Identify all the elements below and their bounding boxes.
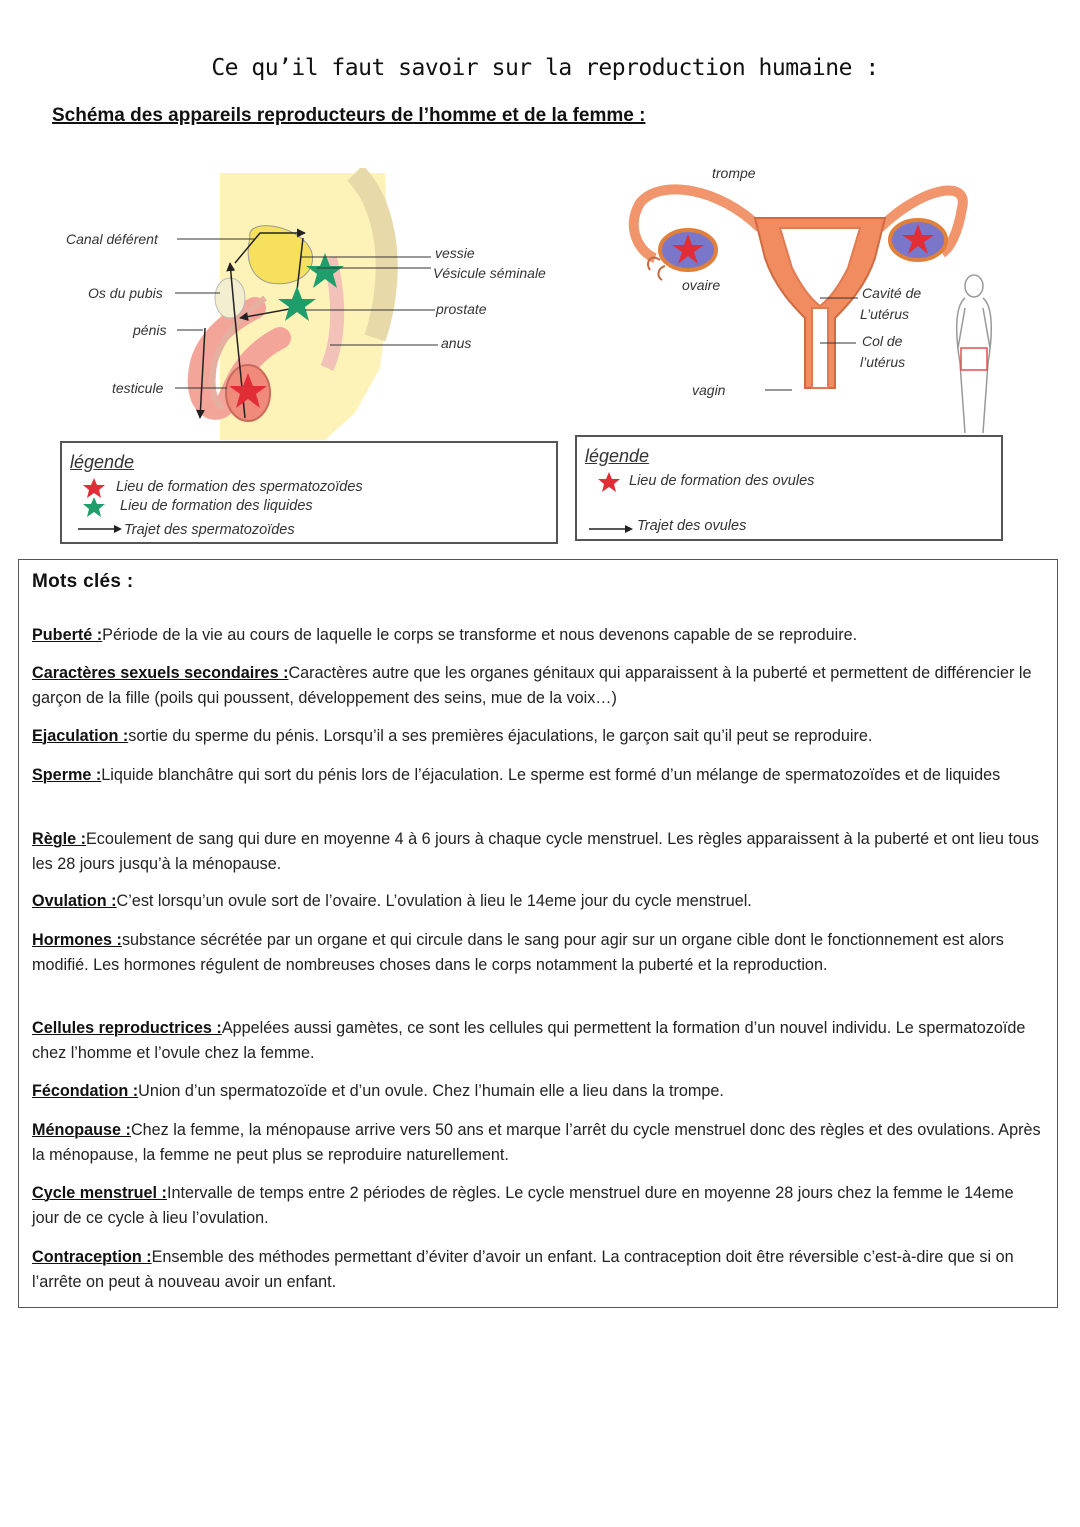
- legend-item-trajet-spermatozoides: Trajet des spermatozoïdes: [124, 522, 295, 538]
- male-reproductive-diagram: [55, 168, 565, 443]
- keyword-term: Ménopause :: [32, 1121, 131, 1139]
- keyword-term: Puberté :: [32, 626, 103, 644]
- label-trompe: trompe: [712, 165, 756, 181]
- female-silhouette: [957, 275, 992, 433]
- pubic-bone: [215, 278, 245, 318]
- keyword-definition: C’est lorsqu’un ovule sort de l’ovaire. L’ovulation à lieu le 14eme jour du cycle menstruel.: [116, 892, 752, 910]
- keyword-definition: Union d’un spermatozoïde et d’un ovule. Chez l’humain elle a lieu dans la trompe.: [138, 1082, 724, 1100]
- arrow-icon: [78, 524, 122, 534]
- keyword-definition: Caractères autre que les organes génitaux qui apparaissent à la puberté et permettent de différencier le garçon de la fille (poils qui poussent, développement des seins, mue de la voix…): [32, 664, 1032, 707]
- female-reproductive-diagram: [620, 158, 1020, 443]
- keyword-term: Caractères sexuels secondaires :: [32, 664, 289, 682]
- keyword-definition: Chez la femme, la ménopause arrive vers 50 ans et marque l’arrêt du cycle menstruel donc des règles et des ovulations. Après la ménopause, la femme ne peut plus se reproduire naturellement.: [32, 1121, 1041, 1164]
- keyword-definition: Période de la vie au cours de laquelle le corps se transforme et nous devenons capable de se reproduire.: [102, 626, 858, 644]
- keyword-entry-cellules: [32, 1016, 1044, 1065]
- legend-item-ovules: Lieu de formation des ovules: [629, 473, 815, 489]
- keyword-term: Règle :: [32, 830, 86, 848]
- keyword-entry-contraception: [32, 1245, 1044, 1294]
- label-col-uterus: l’utérus: [860, 354, 906, 370]
- keyword-term: Fécondation :: [32, 1082, 139, 1100]
- male-legend: [60, 441, 558, 544]
- keyword-definition: Ensemble des méthodes permettant d’éviter d’avoir un enfant. La contraception doit être réversible c’est-à-dire que si on l’arrête on peut à nouveau avoir un enfant.: [32, 1248, 1014, 1291]
- female-legend: [575, 435, 1003, 541]
- keyword-definition: sortie du sperme du pénis. Lorsqu’il a ses premières éjaculations, le garçon sait qu’il peut se reproduire.: [128, 727, 873, 745]
- keyword-definition: Intervalle de temps entre 2 périodes de règles. Le cycle menstruel dure en moyenne 28 jours chez la femme le 14eme jour de ce cycle à lieu l’ovulation.: [32, 1184, 1014, 1227]
- legend-title: légende: [70, 452, 135, 472]
- keyword-entry-ejaculation: [32, 724, 1044, 749]
- label-ovaire: ovaire: [682, 277, 721, 293]
- keyword-definition: Ecoulement de sang qui dure en moyenne 4 à 6 jours à chaque cycle menstruel. Les règles apparaissent à la puberté et ont lieu tous les 28 jours jusqu’à la ménopause.: [32, 830, 1039, 873]
- keywords-box: [18, 559, 1058, 1308]
- label-col-de: Col de: [862, 333, 903, 349]
- label-testicule: testicule: [112, 380, 164, 396]
- keyword-term: Cycle menstruel :: [32, 1184, 167, 1202]
- keyword-definition: substance sécrétée par un organe et qui circule dans le sang pour agir sur un organe cible dont le fonctionnement est alors modifié. Les hormones régulent de nombreuses choses dans le corps notamment la puberté et la reproduction.: [32, 931, 1004, 974]
- keyword-term: Ejaculation :: [32, 727, 129, 745]
- keyword-entry-regle: [32, 827, 1044, 876]
- label-canal-deferent: Canal déférent: [66, 231, 158, 247]
- page-title: Ce qu’il faut savoir sur la reproduction humaine :: [211, 55, 879, 81]
- red-star-icon: [597, 471, 621, 493]
- keywords-heading: Mots clés :: [32, 571, 134, 592]
- label-prostate: prostate: [436, 301, 487, 317]
- arrow-icon: [589, 524, 633, 534]
- keyword-definition: Appelées aussi gamètes, ce sont les cellules qui permettent la formation d’un nouvel individu. Le spermatozoïde chez l’homme et l’ovule chez la femme.: [32, 1019, 1026, 1062]
- keyword-term: Sperme :: [32, 766, 102, 784]
- label-anus: anus: [441, 335, 472, 351]
- keyword-term: Hormones :: [32, 931, 122, 949]
- keyword-entry-caracteres: [32, 661, 1044, 710]
- label-penis: pénis: [133, 322, 167, 338]
- keyword-entry-menopause: [32, 1118, 1044, 1167]
- green-star-icon: [82, 496, 106, 518]
- keyword-term: Cellules reproductrices :: [32, 1019, 222, 1037]
- label-vessie: vessie: [435, 245, 475, 261]
- label-vagin: vagin: [692, 382, 726, 398]
- label-os-pubis: Os du pubis: [88, 285, 163, 301]
- keyword-entry-hormones: [32, 928, 1044, 977]
- keyword-entry-fecondation: [32, 1079, 1044, 1104]
- legend-item-trajet-ovules: Trajet des ovules: [637, 518, 747, 534]
- keyword-term: Ovulation :: [32, 892, 117, 910]
- keyword-entry-sperme: [32, 763, 1044, 788]
- diagram-section-title: Schéma des appareils reproducteurs de l’homme et de la femme :: [52, 105, 646, 126]
- keyword-definition: Liquide blanchâtre qui sort du pénis lors de l’éjaculation. Le sperme est formé d’un mélange de spermatozoïdes et de liquides: [101, 766, 1001, 784]
- legend-item-spermatozoides: Lieu de formation des spermatozoïdes: [116, 479, 363, 495]
- keyword-entry-ovulation: [32, 889, 1044, 914]
- label-vesicule-seminale: Vésicule séminale: [433, 265, 546, 281]
- label-cavite-de: Cavité de: [862, 285, 922, 301]
- legend-item-liquides: Lieu de formation des liquides: [120, 498, 313, 514]
- label-cavite-uterus: L’utérus: [860, 306, 910, 322]
- keyword-entry-cycle: [32, 1181, 1044, 1230]
- legend-title: légende: [585, 446, 650, 466]
- keyword-entry-puberte: [32, 623, 1044, 648]
- keyword-term: Contraception :: [32, 1248, 152, 1266]
